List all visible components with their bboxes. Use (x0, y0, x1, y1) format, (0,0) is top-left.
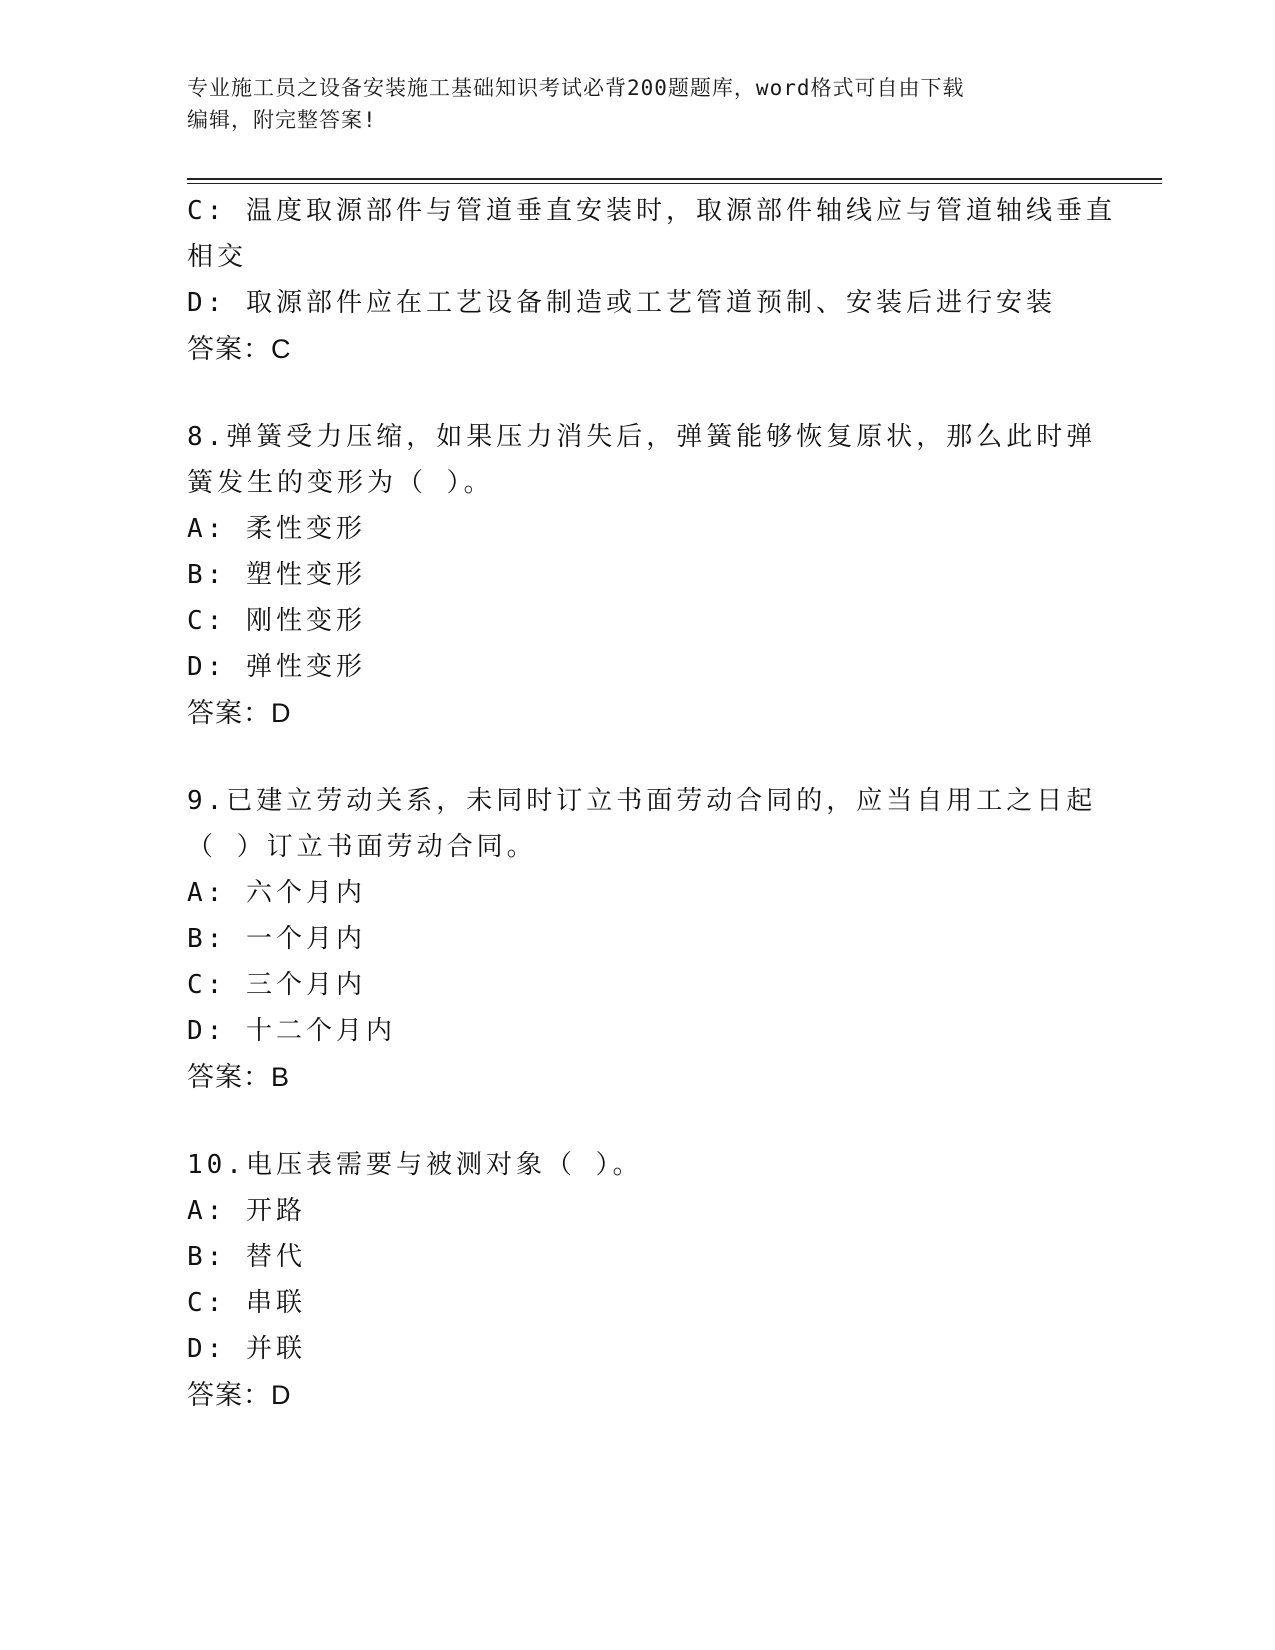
answer: 答案：D (187, 1380, 292, 1410)
option-b: B: 替代 (187, 1242, 306, 1272)
option-b: B: 塑性变形 (187, 560, 366, 590)
document-body (187, 188, 1116, 1418)
question-9 (187, 778, 1097, 1100)
option-d: D: 并联 (187, 1334, 306, 1364)
question-10 (187, 1142, 1087, 1418)
option-c: C: 串联 (187, 1288, 306, 1318)
header-line-1: 专业施工员之设备安装施工基础知识考试必背200题题库，word格式可自由下载 (187, 76, 965, 100)
question-7-tail (187, 188, 1116, 372)
question-stem: 10.电压表需要与被测对象（ ）。 (187, 1150, 643, 1180)
option-b: B: 一个月内 (187, 924, 366, 954)
option-a: A: 六个月内 (187, 878, 366, 908)
option-d: D: 十二个月内 (187, 1016, 396, 1046)
question-stem: 8.弹簧受力压缩，如果压力消失后，弹簧能够恢复原状，那么此时弹 (187, 422, 1097, 452)
option-a: A: 柔性变形 (187, 514, 366, 544)
option-d: D: 取源部件应在工艺设备制造或工艺管道预制、安装后进行安装 (187, 288, 1056, 318)
option-c: C: 刚性变形 (187, 606, 366, 636)
question-stem-continued: （ ）订立书面劳动合同。 (187, 832, 537, 862)
answer: 答案：B (187, 1062, 291, 1092)
answer: 答案：D (187, 698, 292, 728)
question-stem: 9.已建立劳动关系，未同时订立书面劳动合同的，应当自用工之日起 (187, 786, 1097, 816)
header-divider (187, 178, 1162, 184)
option-c-continued: 相交 (187, 242, 248, 272)
question-8 (187, 414, 1097, 736)
option-d: D: 弹性变形 (187, 652, 366, 682)
option-c: C: 温度取源部件与管道垂直安装时，取源部件轴线应与管道轴线垂直 (187, 196, 1116, 226)
answer: 答案：C (187, 334, 292, 364)
option-c: C: 三个月内 (187, 970, 366, 1000)
document-header (187, 72, 1087, 136)
question-stem-continued: 簧发生的变形为（ ）。 (187, 468, 494, 498)
header-line-2: 编辑，附完整答案! (187, 108, 377, 132)
option-a: A: 开路 (187, 1196, 306, 1226)
